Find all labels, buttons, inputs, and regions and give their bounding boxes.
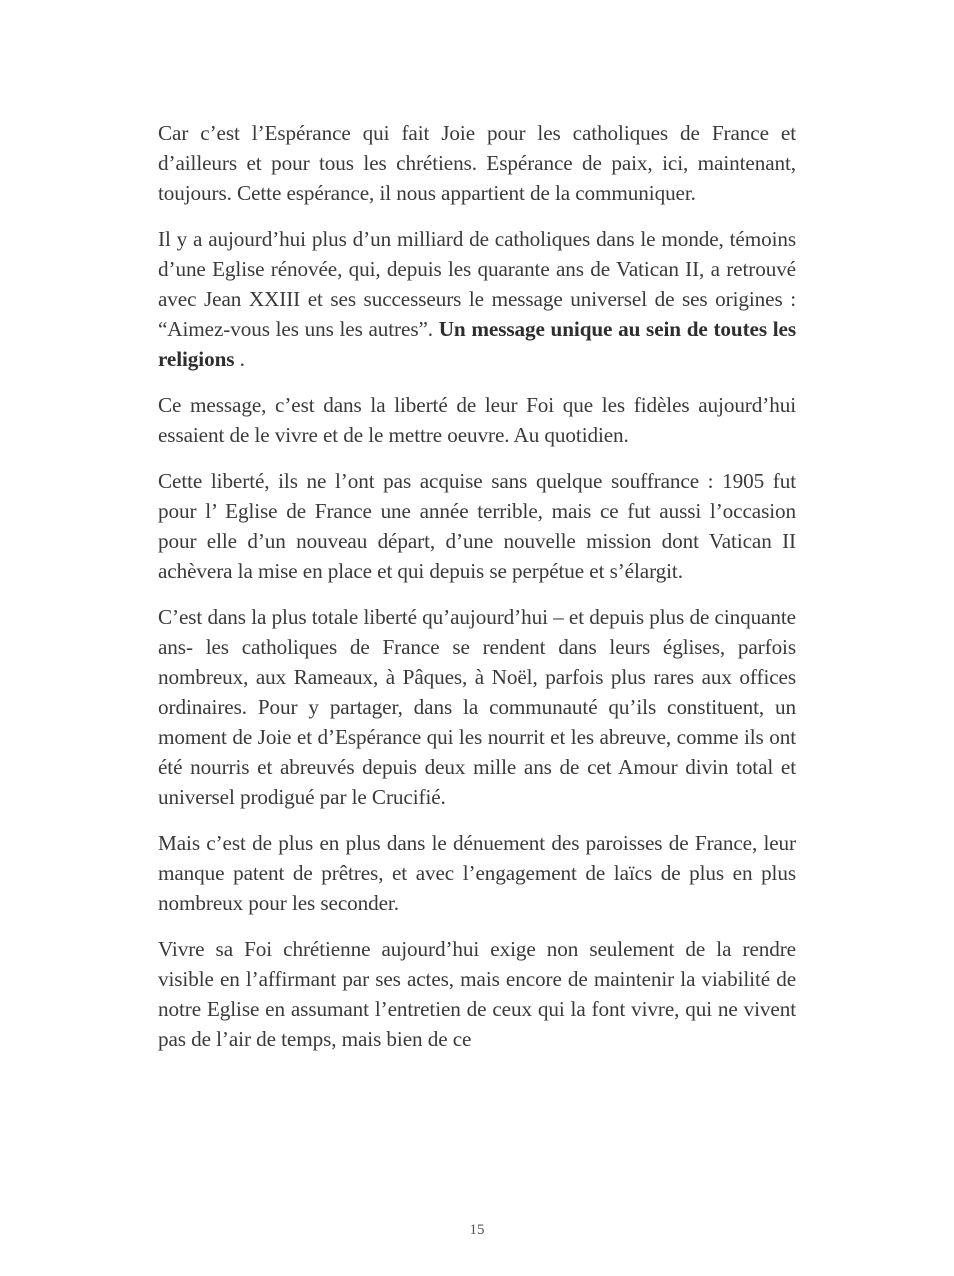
paragraph-5	[158, 602, 796, 812]
paragraph-4	[158, 466, 796, 586]
paragraph-3	[158, 390, 796, 450]
paragraph-1-text: Car c’est l’Espérance qui fait Joie pour les catholiques de France et d’ailleurs et pour tous les chrétiens. Espérance de paix, ici, maintenant, toujours. Cette espérance, il nous appartient de la communiquer.	[158, 121, 796, 205]
paragraph-7-text: Vivre sa Foi chrétienne aujourd’hui exige non seulement de la rendre visible en l’affirmant par ses actes, mais encore de maintenir la viabilité de notre Eglise en assumant l’entretien de ceux qui la font vivre, qui ne vivent pas de l’air de temps, mais bien de ce	[158, 937, 796, 1051]
paragraph-2-text: Il y a aujourd’hui plus d’un milliard de catholiques dans le monde, témoins d’une Eglise rénovée, qui, depuis les quarante ans de Vatican II, a retrouvé avec Jean XXIII et ses successeurs le message universel de ses origines : “Aimez-vous les uns les autres”.	[158, 227, 796, 341]
document-body	[158, 118, 796, 1070]
paragraph-6-text: Mais c’est de plus en plus dans le dénuement des paroisses de France, leur manque patent de prêtres, et avec l’engagement de laïcs de plus en plus nombreux pour les seconder.	[158, 831, 796, 915]
paragraph-1	[158, 118, 796, 208]
paragraph-4-text: Cette liberté, ils ne l’ont pas acquise sans quelque souffrance : 1905 fut pour l’ Eglise de France une année terrible, mais ce fut aussi l’occasion pour elle d’un nouveau départ, d’une nouvelle mission dont Vatican II achèvera la mise en place et qui depuis se perpétue et s’élargit.	[158, 469, 796, 583]
paragraph-2-bold-text: Un message unique au sein de toutes les religions	[158, 317, 796, 371]
page-number: 15	[469, 1222, 485, 1238]
paragraph-3-text: Ce message, c’est dans la liberté de leur Foi que les fidèles aujourd’hui essaient de le vivre et de le mettre oeuvre. Au quotidien.	[158, 393, 796, 447]
paragraph-5-text: C’est dans la plus totale liberté qu’aujourd’hui – et depuis plus de cinquante ans- les catholiques de France se rendent dans leurs églises, parfois nombreux, aux Rameaux, à Pâques, à Noël, parfois plus rares aux offices ordinaires. Pour y partager, dans la communauté qu’ils constituent, un moment de Joie et d’Espérance qui les nourrit et les abreuve, comme ils ont été nourris et abreuvés depuis deux mille ans de cet Amour divin total et universel prodigué par le Crucifié.	[158, 605, 796, 809]
paragraph-7	[158, 934, 796, 1054]
paragraph-2-after: .	[234, 347, 245, 371]
paragraph-2	[158, 224, 796, 374]
paragraph-6	[158, 828, 796, 918]
